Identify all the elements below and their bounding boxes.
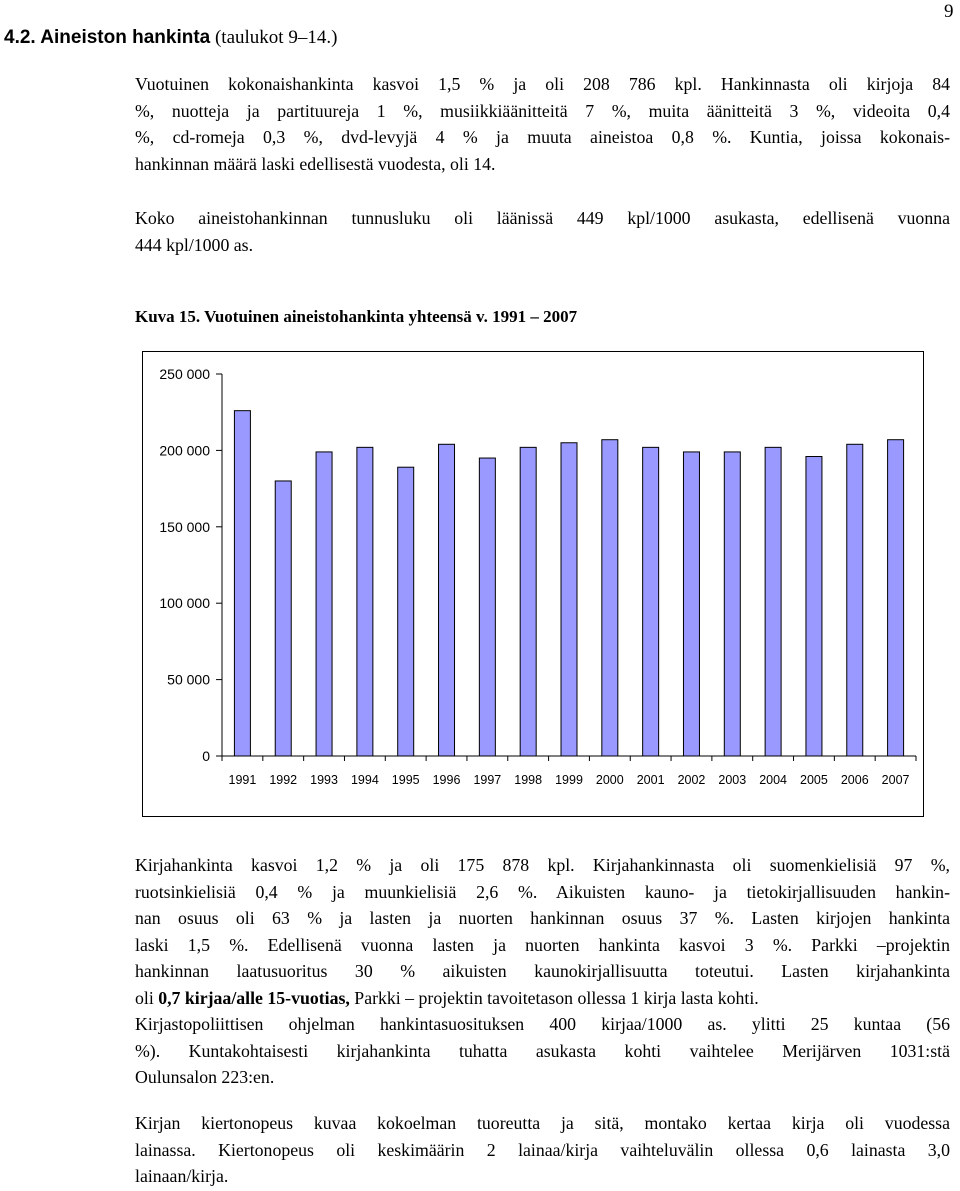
text-fragment: oli	[135, 987, 159, 1008]
bar	[806, 457, 822, 756]
text-line: 444 kpl/1000 as.	[135, 234, 254, 255]
section-heading	[4, 26, 337, 50]
page-number: 9	[944, 1, 954, 22]
x-tick-label: 1997	[473, 773, 502, 787]
text-line: nan osuus oli 63 % ja lasten ja nuorten hankinnan osuus 37 %. Lasten kirjojen hankinta	[135, 908, 950, 928]
x-tick-label: 2001	[636, 773, 665, 787]
x-tick-label: 1999	[555, 773, 583, 787]
paragraph-acquisition-ratio	[135, 205, 950, 258]
text-line: lainaan/kirja.	[135, 1166, 229, 1186]
bar	[398, 467, 414, 756]
paragraph-total-acquisition	[135, 71, 950, 177]
bar	[234, 411, 250, 756]
paragraph-book-acquisition	[135, 852, 950, 1091]
text-line: %, cd-romeja 0,3 %, dvd-levyjä 4 % ja muuta aineistoa 0,8 %. Kuntia, joissa kokonais-	[135, 127, 950, 147]
text-line: Oulunsalon 223:en.	[135, 1067, 275, 1087]
bar	[439, 444, 455, 756]
bar	[724, 452, 740, 756]
y-tick-label: 200 000	[159, 442, 210, 459]
x-tick-label: 1991	[228, 773, 257, 787]
x-tick-label: 2004	[759, 773, 788, 787]
bar	[888, 440, 904, 756]
bar	[520, 447, 536, 756]
section-heading-reference: (taulukot 9–14.)	[210, 27, 338, 48]
y-tick-label: 100 000	[159, 595, 210, 612]
bar	[479, 458, 495, 756]
text-line: Koko aineistohankinnan tunnusluku oli läänissä 449 kpl/1000 asukasta, edellisenä vuonna	[135, 208, 950, 228]
text-line: ruotsinkielisiä 0,4 % ja muunkielisiä 2,6 %. Aikuisten kauno- ja tietokirjallisuuden hankin-	[135, 881, 950, 902]
emphasis-children-rate: 0,7 kirjaa/alle 15-vuotias,	[158, 987, 350, 1008]
x-tick-label: 2006	[840, 773, 869, 787]
text-line: laski 1,5 %. Edellisenä vuonna lasten ja nuorten hankinta kasvoi 3 %. Parkki –projektin	[135, 934, 950, 955]
text-line: %, nuotteja ja partituureja 1 %, musiikkiäänitteitä 7 %, muita äänitteitä 3 %, videoita 0,4	[135, 100, 950, 121]
x-tick-label: 1996	[432, 773, 461, 787]
x-tick-label: 1995	[391, 773, 420, 787]
x-tick-label: 2002	[677, 773, 706, 787]
text-line: hankinnan määrä laski edellisestä vuodesta, oli 14.	[135, 153, 496, 174]
figure-caption: Kuva 15. Vuotuinen aineistohankinta yhteensä v. 1991 – 2007	[135, 307, 578, 326]
text-line-mixed	[135, 985, 950, 1012]
bar	[316, 452, 332, 756]
text-line: Kirjan kiertonopeus kuvaa kokoelman tuoreutta ja sitä, montako kertaa kirja oli vuodessa	[135, 1113, 950, 1133]
y-tick-label: 0	[202, 748, 210, 764]
section-heading-title: 4.2. Aineiston hankinta	[4, 27, 211, 48]
x-tick-label: 2003	[718, 773, 747, 787]
text-line: hankinnan laatusuoritus 30 % aikuisten kaunokirjallisuutta toteutui. Lasten kirjahankinta	[135, 961, 950, 981]
bar	[847, 444, 863, 756]
paragraph-circulation	[135, 1110, 950, 1190]
x-tick-label: 2007	[881, 773, 910, 787]
bar	[561, 443, 577, 756]
x-tick-label: 2005	[800, 773, 828, 787]
text-line: lainassa. Kiertonopeus oli keskimäärin 2 lainaa/kirja vaihteluvälin ollessa 0,6 lainasta 3,0	[135, 1139, 950, 1160]
x-tick-label: 2000	[595, 773, 624, 787]
bar	[275, 481, 291, 756]
y-tick-label: 50 000	[167, 671, 210, 688]
y-tick-label: 150 000	[159, 518, 210, 535]
bar	[357, 447, 373, 756]
bar	[765, 447, 781, 756]
bar-chart	[143, 352, 925, 818]
chart-frame	[142, 351, 924, 817]
bar	[602, 440, 618, 756]
y-tick-label: 250 000	[159, 366, 210, 382]
x-tick-label: 1993	[310, 773, 338, 787]
text-fragment: Parkki – projektin tavoitetason ollessa 1 kirja lasta kohti.	[349, 987, 759, 1008]
bar	[683, 452, 699, 756]
text-line: Vuotuinen kokonaishankinta kasvoi 1,5 % ja oli 208 786 kpl. Hankinnasta oli kirjoja 84	[135, 74, 950, 94]
x-tick-label: 1992	[269, 773, 298, 787]
text-line: Kirjastopoliittisen ohjelman hankintasuosituksen 400 kirjaa/1000 as. ylitti 25 kuntaa (56	[135, 1014, 950, 1034]
bar	[643, 447, 659, 756]
x-tick-label: 1994	[350, 773, 379, 787]
text-line: %). Kuntakohtaisesti kirjahankinta tuhatta asukasta kohti vaihtelee Merijärven 1031:stä	[135, 1040, 950, 1061]
text-line: Kirjahankinta kasvoi 1,2 % ja oli 175 878 kpl. Kirjahankinnasta oli suomenkielisiä 97 %,	[135, 855, 950, 875]
x-tick-label: 1998	[514, 773, 543, 787]
